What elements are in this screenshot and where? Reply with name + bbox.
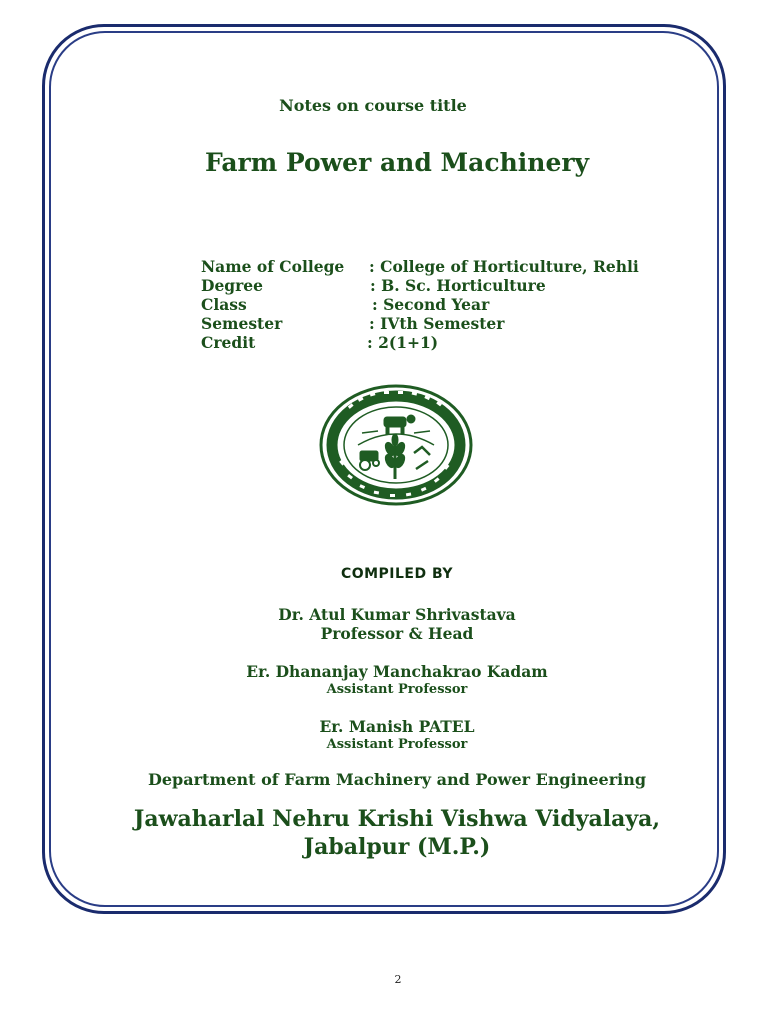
university-name: Jawaharlal Nehru Krishi Vishwa Vidyalaya, <box>133 806 661 832</box>
info-label: Class <box>201 295 247 314</box>
course-title: Farm Power and Machinery <box>204 148 590 177</box>
author-role: Professor & Head <box>320 624 474 643</box>
notes-heading: Notes on course title <box>279 96 467 115</box>
department-name: Department of Farm Machinery and Power Engineering <box>147 770 647 789</box>
info-value: : Second Year <box>372 295 490 314</box>
info-value: : B. Sc. Horticulture <box>370 276 546 295</box>
info-label: Name of College <box>201 257 345 276</box>
university-location: Jabalpur (M.P.) <box>303 834 491 860</box>
page-number: 2 <box>394 973 402 986</box>
university-seal-icon <box>318 383 474 507</box>
author-role: Assistant Professor <box>326 737 468 752</box>
author-name: Er. Dhananjay Manchakrao Kadam <box>246 662 548 681</box>
author-name: Dr. Atul Kumar Shrivastava <box>278 605 516 624</box>
author-role: Assistant Professor <box>326 682 468 697</box>
info-value: : IVth Semester <box>369 314 505 333</box>
author-name: Er. Manish PATEL <box>319 717 475 736</box>
info-label: Credit <box>201 333 256 352</box>
info-label: Semester <box>201 314 283 333</box>
info-value: : 2(1+1) <box>367 333 439 352</box>
info-label: Degree <box>201 276 264 295</box>
info-value: : College of Horticulture, Rehli <box>369 257 639 276</box>
compiled-by-heading: COMPILED BY <box>340 566 454 582</box>
